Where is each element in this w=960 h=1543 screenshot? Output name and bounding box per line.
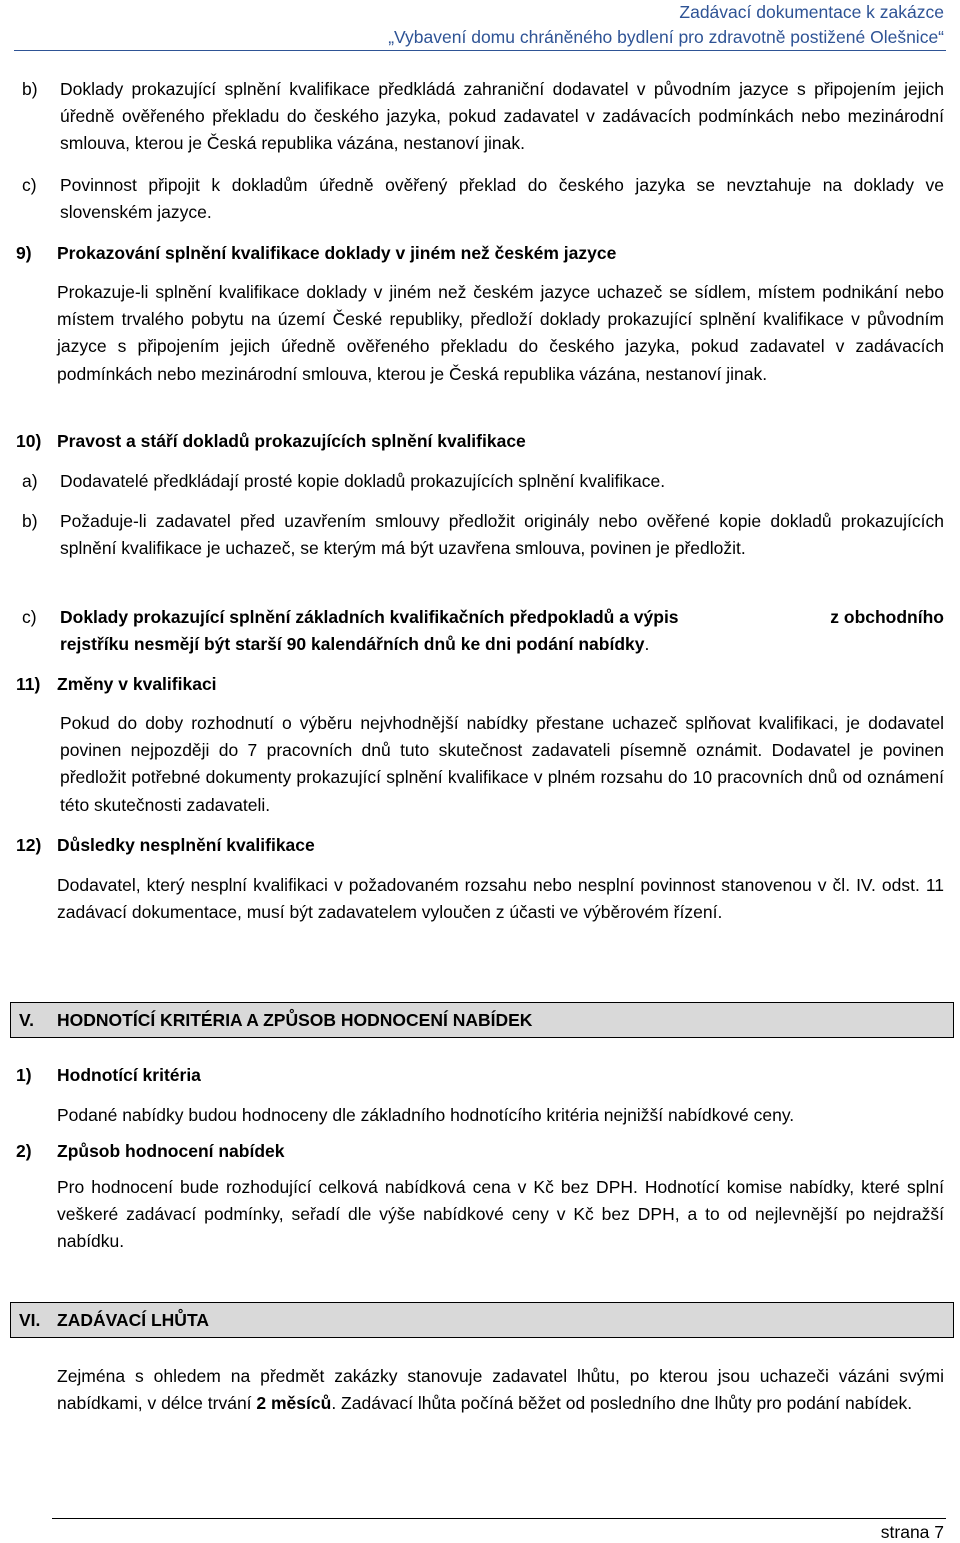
- section-heading: Pravost a stáří dokladů prokazujících splnění kvalifikace: [57, 431, 526, 451]
- section-paragraph: Prokazuje-li splnění kvalifikace doklady v jiném než českém jazyce uchazeč se sídlem, místem podnikání nebo místem trvalého pobytu na území České republiky, předloží doklady prokazující splnění kvalifikace v původním jazyce s připojením jejich úředně ověřeného překladu do českého jazyka, pokud zadavatel v zadávacích podmínkách nebo mezinárodní smlouva, kterou je Česká republika vázána, nestanoví jinak.: [57, 282, 944, 384]
- chapter-number: V.: [19, 1010, 34, 1030]
- chapter-title: HODNOTÍCÍ KRITÉRIA A ZPŮSOB HODNOCENÍ NABÍDEK: [57, 1010, 533, 1030]
- item-label: a): [22, 471, 38, 491]
- paragraph-emphasis: 2 měsíců: [256, 1393, 332, 1414]
- section-heading: Způsob hodnocení nabídek: [57, 1141, 285, 1161]
- section-number: 10): [16, 431, 42, 451]
- chapter-title: ZADÁVACÍ LHŮTA: [57, 1310, 209, 1330]
- section-paragraph: Dodavatel, který nesplní kvalifikaci v požadovaném rozsahu nebo nesplní povinnost stanovenou v čl. IV. odst. 11 zadávací dokumentace, musí být zadavatelem vyloučen z účasti ve výběrovém řízení.: [57, 875, 944, 923]
- section-heading: Změny v kvalifikaci: [57, 674, 217, 694]
- section-paragraph: Podané nabídky budou hodnoceny dle základního hodnotícího kritéria nejnižší nabídkové ceny.: [57, 1105, 795, 1125]
- section-number: 9): [16, 243, 32, 263]
- section-number: 12): [16, 835, 42, 855]
- document-header-subtitle: „Vybavení domu chráněného bydlení pro zdravotně postižené Olešnice“: [388, 27, 944, 47]
- section-paragraph: Pro hodnocení bude rozhodující celková nabídková cena v Kč bez DPH. Hodnotící komise nabídky, které splní veškeré zadávací podmínky, seřadí dle výše nabídkové ceny v Kč bez DPH, a to od nejlevnější po nejdražší nabídku.: [57, 1177, 944, 1252]
- section-paragraph: [57, 1363, 944, 1417]
- section-number: 11): [16, 674, 41, 694]
- section-heading: Hodnotící kritéria: [57, 1065, 201, 1085]
- section-number: 1): [16, 1065, 32, 1085]
- item-text-part: z obchodního: [830, 607, 944, 627]
- page-number: strana 7: [880, 1522, 944, 1542]
- section-paragraph: Pokud do doby rozhodnutí o výběru nejvhodnější nabídky přestane uchazeč splňovat kvalifikaci, je dodavatel povinen nejpozději do 7 pracovních dnů tuto skutečnost zadavateli písemně oznámit. Dodavatel je povinen předložit potřebné dokumenty prokazující splnění kvalifikace v plném rozsahu do 10 pracovních dnů od oznámení této skutečnosti zadavateli.: [60, 713, 944, 815]
- chapter-heading-band: [10, 1002, 954, 1038]
- item-label: c): [22, 607, 37, 627]
- item-text: Doklady prokazující splnění kvalifikace předkládá zahraniční dodavatel v původním jazyce s připojením jejich úředně ověřeného překladu do českého jazyka, pokud zadavatel v zadávacích podmínkách nebo mezinárodní smlouva, kterou je Česká republika vázána, nestanoví jinak.: [60, 79, 944, 154]
- footer-divider: [52, 1518, 946, 1519]
- section-number: 2): [16, 1141, 32, 1161]
- chapter-heading-band: [10, 1302, 954, 1338]
- chapter-number: VI.: [19, 1310, 41, 1330]
- item-text-part: Doklady prokazující splnění základních kvalifikačních předpokladů a výpis: [60, 607, 679, 627]
- paragraph-part: Zejména s ohledem na předmět zakázky stanovuje zadavatel lhůtu, po kterou jsou uchazeči vázáni svými nabídkami, v délce trvání: [57, 1366, 944, 1414]
- item-text-line: [60, 631, 649, 658]
- item-text: Dodavatelé předkládají prosté kopie dokladů prokazujících splnění kvalifikace.: [60, 471, 666, 491]
- item-text-part: rejstříku nesmějí být starší 90 kalendářních dnů ke dni podání nabídky: [60, 634, 645, 654]
- section-heading: Prokazování splnění kvalifikace doklady v jiném než českém jazyce: [57, 243, 617, 263]
- item-text: Povinnost připojit k dokladům úředně ověřený překlad do českého jazyka se nevztahuje na doklady ve slovenském jazyce.: [60, 175, 944, 223]
- item-text-line: [60, 604, 944, 631]
- item-label: c): [22, 175, 37, 195]
- item-label: b): [22, 79, 38, 99]
- item-text: Požaduje-li zadavatel před uzavřením smlouvy předložit originály nebo ověřené kopie dokladů prokazujících splnění kvalifikace je uchazeč, se kterým má být uzavřena smlouva, povinen je předložit.: [60, 511, 944, 559]
- document-header-title: Zadávací dokumentace k zakázce: [679, 2, 944, 22]
- item-text-part: .: [644, 634, 650, 654]
- item-label: b): [22, 511, 38, 531]
- section-heading: Důsledky nesplnění kvalifikace: [57, 835, 315, 855]
- header-divider: [14, 50, 946, 51]
- paragraph-part: . Zadávací lhůta počíná běžet od posledního dne lhůty pro podání nabídek.: [331, 1393, 913, 1414]
